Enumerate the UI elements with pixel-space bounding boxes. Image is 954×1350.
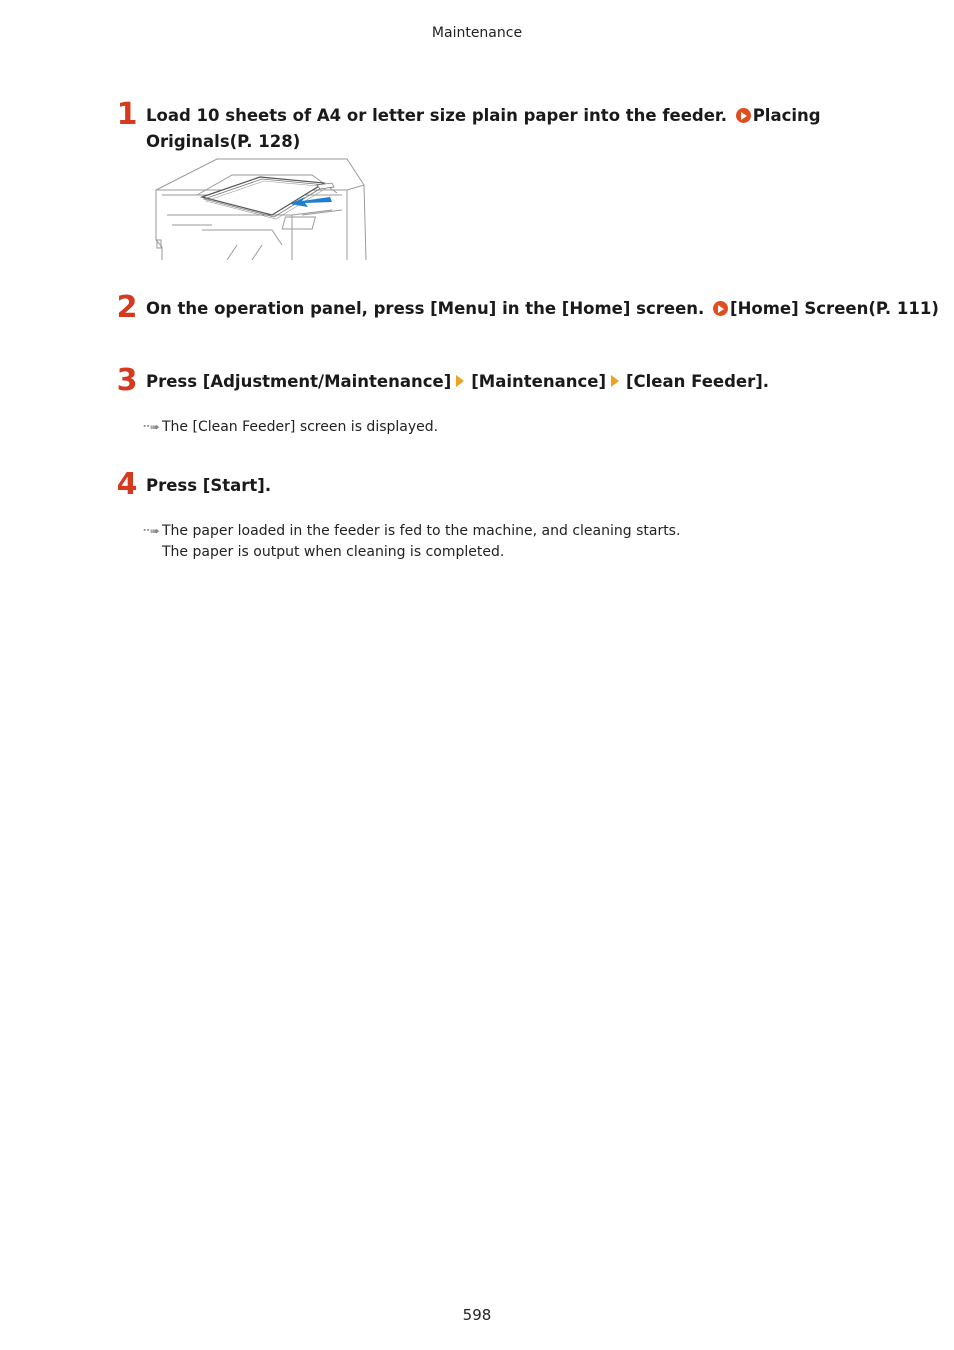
feeder-illustration bbox=[142, 155, 372, 263]
step-4-result bbox=[142, 521, 680, 563]
page-footer bbox=[0, 1306, 954, 1324]
step-instruction bbox=[146, 103, 821, 155]
step-number: 1 bbox=[116, 97, 138, 132]
step-instruction bbox=[146, 473, 271, 499]
page-header bbox=[0, 25, 954, 41]
link-text-line1: Placing bbox=[752, 106, 821, 125]
home-screen-link[interactable]: [Home] Screen(P. 111) bbox=[730, 299, 939, 318]
triangle-arrow-icon bbox=[611, 375, 619, 387]
menu-path-item: Press [Adjustment/Maintenance] bbox=[146, 372, 452, 391]
circle-arrow-icon bbox=[736, 108, 751, 123]
result-text-line1: The paper loaded in the feeder is fed to the machine, and cleaning starts. bbox=[162, 523, 681, 539]
step-text: Load 10 sheets of A4 or letter size plain paper into the feeder. bbox=[146, 106, 727, 125]
step-text: On the operation panel, press [Menu] in the [Home] screen. bbox=[146, 299, 705, 318]
page-number: 598 bbox=[462, 1306, 492, 1324]
step-instruction bbox=[146, 296, 939, 322]
circle-arrow-icon bbox=[713, 301, 728, 316]
triangle-arrow-icon bbox=[456, 375, 464, 387]
step-3-result bbox=[142, 417, 438, 438]
result-text: The [Clean Feeder] screen is displayed. bbox=[162, 419, 439, 435]
result-text-line2: The paper is output when cleaning is completed. bbox=[162, 544, 505, 560]
step-number: 4 bbox=[116, 467, 138, 502]
section-title: Maintenance bbox=[431, 25, 523, 41]
result-arrow-icon: ⠒➠ bbox=[142, 420, 159, 434]
step-number: 2 bbox=[116, 290, 138, 325]
result-arrow-icon: ⠒➠ bbox=[142, 524, 159, 538]
link-text-line2: Originals(P. 128) bbox=[146, 132, 301, 151]
menu-path-item: [Maintenance] bbox=[471, 372, 606, 391]
step-instruction bbox=[146, 369, 769, 395]
step-text: Press [Start]. bbox=[146, 476, 272, 495]
step-number: 3 bbox=[116, 363, 138, 398]
menu-path-item: [Clean Feeder]. bbox=[625, 372, 770, 391]
